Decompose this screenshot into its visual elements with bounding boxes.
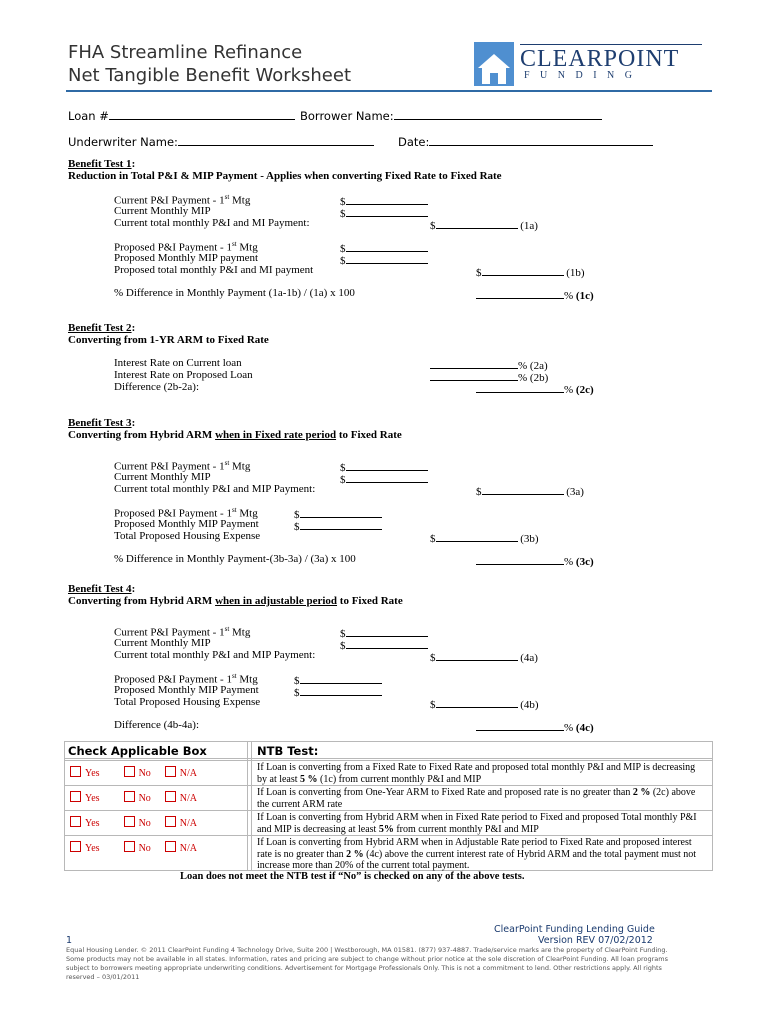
test1-proposed-total-label: Proposed total monthly P&I and MI payment bbox=[114, 264, 314, 276]
test3-proposed-pi-label: Proposed P&I Payment - 1st Mtg bbox=[114, 506, 258, 520]
test1-current-total-label: Current total monthly P&I and MI Payment: bbox=[114, 217, 310, 229]
loan-number-field[interactable] bbox=[68, 108, 295, 123]
test1-proposed-pi-label: Proposed P&I Payment - 1st Mtg bbox=[114, 240, 258, 254]
test2-2b-input[interactable]: % (2b) bbox=[430, 369, 548, 384]
test3-3b-input[interactable]: $ (3b) bbox=[430, 530, 539, 545]
logo-top-rule bbox=[520, 44, 702, 45]
underwriter-name-line[interactable] bbox=[178, 134, 374, 146]
test4-proposed-mip-input[interactable]: $ bbox=[294, 684, 382, 699]
test1-title: Benefit Test 1: bbox=[68, 158, 136, 170]
test1-1a-input[interactable]: $ (1a) bbox=[430, 217, 538, 232]
borrower-name-field[interactable] bbox=[300, 108, 602, 123]
test4-4c-input[interactable]: % (4c) bbox=[476, 719, 594, 734]
test4-title: Benefit Test 4: bbox=[68, 583, 136, 595]
page-number: 1 bbox=[66, 935, 73, 946]
underwriter-label: Underwriter Name: bbox=[68, 135, 178, 149]
table-row-divider bbox=[65, 785, 712, 786]
yes-checkbox[interactable]: Yes bbox=[70, 843, 100, 854]
test2-title: Benefit Test 2: bbox=[68, 322, 136, 334]
borrower-name-line[interactable] bbox=[394, 108, 602, 120]
ntb-row-1-text: If Loan is converting from a Fixed Rate to Fixed Rate and proposed total monthly P&I and MIP is decreasing by at least 5 % (1c) from current monthly P&I and MIP bbox=[257, 762, 696, 785]
no-checkbox[interactable]: No bbox=[124, 793, 151, 804]
test3-current-pi-label: Current P&I Payment - 1st Mtg bbox=[114, 459, 251, 473]
test4-4b-input[interactable]: $ (4b) bbox=[430, 696, 539, 711]
guide-version: Version REV 07/02/2012 bbox=[538, 935, 653, 946]
test2-proposed-rate-label: Interest Rate on Proposed Loan bbox=[114, 369, 253, 381]
table-col-divider-2 bbox=[251, 742, 252, 870]
header-rule bbox=[66, 90, 712, 92]
test2-difference-label: Difference (2b-2a): bbox=[114, 381, 199, 393]
check-applicable-box-header: Check Applicable Box bbox=[68, 744, 207, 758]
date-label: Date: bbox=[398, 135, 430, 149]
table-col-divider bbox=[247, 742, 248, 870]
test3-difference-label: % Difference in Monthly Payment-(3b-3a) / (3a) x 100 bbox=[114, 553, 356, 565]
test1-current-pi-label: Current P&I Payment - 1st Mtg bbox=[114, 193, 251, 207]
house-logo-icon bbox=[472, 40, 522, 88]
test4-current-pi-input[interactable]: $ bbox=[340, 625, 428, 640]
title-line-1: FHA Streamline Refinance bbox=[68, 42, 303, 63]
table-header-divider-2 bbox=[65, 760, 712, 761]
table-row bbox=[70, 838, 197, 856]
test2-2c-input[interactable]: % (2c) bbox=[476, 381, 594, 396]
test2-2a-input[interactable]: % (2a) bbox=[430, 357, 548, 372]
clearpoint-logo bbox=[472, 40, 712, 88]
logo-subtitle: F U N D I N G bbox=[524, 70, 636, 81]
title-line-2: Net Tangible Benefit Worksheet bbox=[68, 65, 352, 86]
ntb-table bbox=[64, 741, 713, 871]
test4-current-total-label: Current total monthly P&I and MIP Payment: bbox=[114, 649, 316, 661]
no-checkbox[interactable]: No bbox=[124, 818, 151, 829]
ntb-test-header: NTB Test: bbox=[257, 744, 319, 758]
test1-subtitle: Reduction in Total P&I & MIP Payment - Applies when converting Fixed Rate to Fixed Rate bbox=[68, 170, 502, 182]
test1-1b-input[interactable]: $ (1b) bbox=[476, 264, 585, 279]
test1-proposed-mip-input[interactable]: $ bbox=[340, 252, 428, 267]
test2-current-rate-label: Interest Rate on Current loan bbox=[114, 357, 242, 369]
test4-proposed-pi-input[interactable]: $ bbox=[294, 672, 382, 687]
test4-current-mip-input[interactable]: $ bbox=[340, 637, 428, 652]
na-checkbox[interactable]: N/A bbox=[165, 843, 197, 854]
test3-proposed-total-label: Total Proposed Housing Expense bbox=[114, 530, 261, 542]
yes-checkbox[interactable]: Yes bbox=[70, 818, 100, 829]
test3-current-mip-label: Current Monthly MIP bbox=[114, 471, 211, 483]
ntb-row-3-text: If Loan is converting from Hybrid ARM when in Fixed Rate period to Fixed and proposed Total monthly P&I and MIP is decreasing at least 5% from current monthly P&I and MIP bbox=[257, 812, 697, 835]
test3-current-pi-input[interactable]: $ bbox=[340, 459, 428, 474]
date-field[interactable] bbox=[398, 134, 653, 149]
test4-subtitle: Converting from Hybrid ARM when in adjustable period to Fixed Rate bbox=[68, 595, 403, 607]
test1-1c-input[interactable]: % (1c) bbox=[476, 287, 594, 302]
test4-proposed-mip-label: Proposed Monthly MIP Payment bbox=[114, 684, 259, 696]
test4-difference-label: Difference (4b-4a): bbox=[114, 719, 199, 731]
test1-proposed-pi-input[interactable]: $ bbox=[340, 240, 428, 255]
na-checkbox[interactable]: N/A bbox=[165, 793, 197, 804]
ntb-row-4-text: If Loan is converting from Hybrid ARM when in Adjustable Rate period to Fixed Rate and proposed interest rate is no greater than 2 % (4c) above the current interest rate of Hybrid ARM and the total payment must not increase more than 20% of the current total payment. bbox=[257, 837, 697, 871]
ntb-row-2-text: If Loan is converting from One-Year ARM to Fixed Rate and proposed rate is no greater than 2 % (2c) above the current ARM rate bbox=[257, 787, 696, 810]
table-row-divider bbox=[65, 835, 712, 836]
test4-proposed-pi-label: Proposed P&I Payment - 1st Mtg bbox=[114, 672, 258, 686]
test3-proposed-mip-label: Proposed Monthly MIP Payment bbox=[114, 518, 259, 530]
legal-disclaimer: Equal Housing Lender. © 2011 ClearPoint Funding 4 Technology Drive, Suite 200 | Westborough, MA 01581. (877) 937-4887. Trade/service marks are the property of ClearPoint Funding. Some products may not be available in all states. Information, rates and pricing are subject to change without prior notice at the sole discretion of ClearPoint Funding. All loan programs subject to borrowers meeting appropriate underwriting conditions. Advertisement for Mortgage Professionals Only. This is not a commitment to lend. Other restrictions apply. All rights reserved – 03/01/2011 bbox=[66, 946, 669, 981]
na-checkbox[interactable]: N/A bbox=[165, 818, 197, 829]
test3-subtitle: Converting from Hybrid ARM when in Fixed rate period to Fixed Rate bbox=[68, 429, 402, 441]
test1-difference-label: % Difference in Monthly Payment (1a-1b) / (1a) x 100 bbox=[114, 287, 355, 299]
test4-current-pi-label: Current P&I Payment - 1st Mtg bbox=[114, 625, 251, 639]
test1-current-pi-input[interactable]: $ bbox=[340, 193, 428, 208]
na-checkbox[interactable]: N/A bbox=[165, 768, 197, 779]
no-checkbox[interactable]: No bbox=[124, 843, 151, 854]
guide-title: ClearPoint Funding Lending Guide bbox=[494, 924, 655, 935]
borrower-label: Borrower Name: bbox=[300, 109, 394, 123]
test3-title: Benefit Test 3: bbox=[68, 417, 136, 429]
test3-current-total-label: Current total monthly P&I and MIP Payment: bbox=[114, 483, 316, 495]
yes-checkbox[interactable]: Yes bbox=[70, 793, 100, 804]
test3-current-mip-input[interactable]: $ bbox=[340, 471, 428, 486]
test3-3c-input[interactable]: % (3c) bbox=[476, 553, 594, 568]
test4-current-mip-label: Current Monthly MIP bbox=[114, 637, 211, 649]
table-header-divider bbox=[65, 758, 712, 759]
underwriter-name-field[interactable] bbox=[68, 134, 374, 149]
test1-proposed-mip-label: Proposed Monthly MIP payment bbox=[114, 252, 259, 264]
ntb-note: Loan does not meet the NTB test if “No” is checked on any of the above tests. bbox=[180, 871, 525, 882]
test1-current-mip-input[interactable]: $ bbox=[340, 205, 428, 220]
loan-number-line[interactable] bbox=[109, 108, 295, 120]
yes-checkbox[interactable]: Yes bbox=[70, 768, 100, 779]
no-checkbox[interactable]: No bbox=[124, 768, 151, 779]
table-row bbox=[70, 788, 197, 806]
loan-label: Loan # bbox=[68, 109, 109, 123]
test3-proposed-mip-input[interactable]: $ bbox=[294, 518, 382, 533]
table-row-divider bbox=[65, 810, 712, 811]
date-line[interactable] bbox=[429, 134, 653, 146]
test3-3a-input[interactable]: $ (3a) bbox=[476, 483, 584, 498]
table-row bbox=[70, 813, 197, 831]
logo-wordmark: CLEARPOINT bbox=[520, 46, 680, 72]
test1-current-mip-label: Current Monthly MIP bbox=[114, 205, 211, 217]
test4-proposed-total-label: Total Proposed Housing Expense bbox=[114, 696, 261, 708]
test2-subtitle: Converting from 1-YR ARM to Fixed Rate bbox=[68, 334, 269, 346]
test4-4a-input[interactable]: $ (4a) bbox=[430, 649, 538, 664]
table-row bbox=[70, 763, 197, 781]
test3-proposed-pi-input[interactable]: $ bbox=[294, 506, 382, 521]
